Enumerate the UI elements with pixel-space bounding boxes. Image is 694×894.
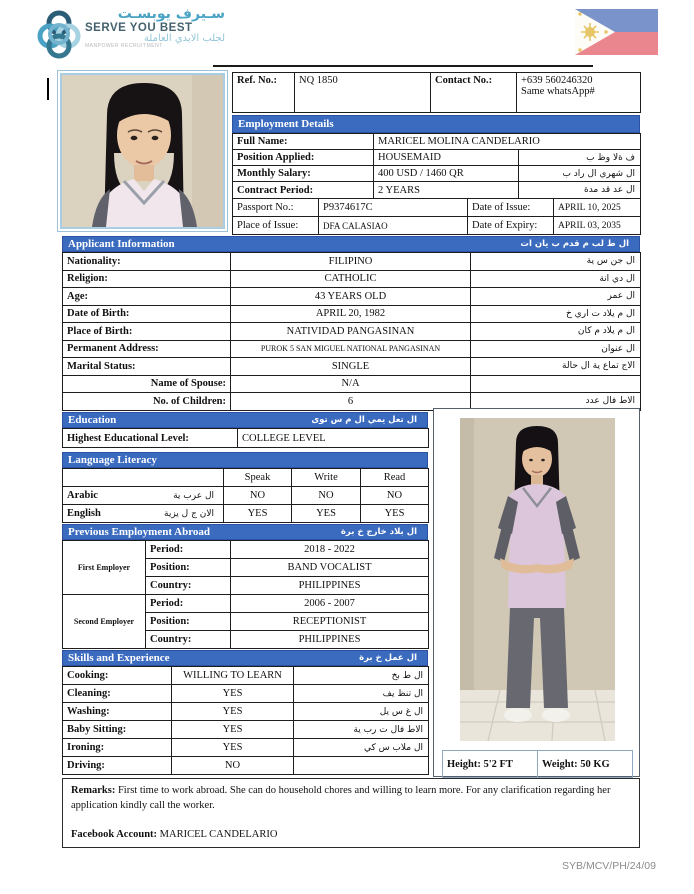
contact-no-value bbox=[517, 73, 641, 113]
facebook-value: MARICEL CANDELARIO bbox=[159, 829, 278, 841]
children-arabic: الاط فال عدد bbox=[471, 393, 641, 411]
education-table bbox=[62, 428, 429, 448]
place-issue-value: DFA CALASIAO bbox=[319, 217, 468, 235]
section-title-arabic: ال عمل خ برة bbox=[359, 653, 417, 663]
arabic-read: NO bbox=[361, 487, 429, 505]
address-label: Permanent Address: bbox=[63, 340, 231, 358]
salary-label: Monthly Salary: bbox=[233, 166, 374, 182]
text-cursor-mark bbox=[47, 78, 49, 100]
cooking-value: WILLING TO LEARN bbox=[172, 667, 294, 685]
second-position-label: Position: bbox=[146, 613, 231, 631]
dob-label: Date of Birth: bbox=[63, 305, 231, 323]
previous-employment-table bbox=[62, 540, 429, 649]
address-value: PUROK 5 SAN MIGUEL NATIONAL PANGASINAN bbox=[231, 340, 471, 358]
passport-no-label: Passport No.: bbox=[233, 199, 319, 217]
first-position-value: BAND VOCALIST bbox=[231, 559, 429, 577]
children-value: 6 bbox=[231, 393, 471, 411]
religion-label: Religion: bbox=[63, 270, 231, 288]
babysitting-value: YES bbox=[172, 721, 294, 739]
brand-arabic-subtitle: لجلب الايدي العاملة bbox=[143, 32, 225, 44]
ref-contact-table bbox=[232, 72, 641, 113]
ironing-label: Ironing: bbox=[63, 739, 172, 757]
language-name-arabic: ال عرب ية bbox=[173, 490, 214, 501]
date-expiry-label: Date of Expiry: bbox=[468, 217, 554, 235]
height-weight-table bbox=[442, 750, 633, 778]
babysitting-label: Baby Sitting: bbox=[63, 721, 172, 739]
section-title: Applicant Information bbox=[68, 238, 175, 250]
pob-arabic: ال م يلاد م كان bbox=[471, 323, 641, 341]
facebook-label: Facebook Account: bbox=[71, 829, 158, 841]
read-column-header: Read bbox=[361, 469, 429, 487]
section-header-employment-details bbox=[232, 115, 640, 133]
header-divider bbox=[213, 65, 593, 67]
remarks-body: First time to work abroad. She can do household chores and willing to learn more. For any clarification regarding her application kindly call the worker. bbox=[71, 785, 611, 812]
nationality-arabic: ال جن س ية bbox=[471, 253, 641, 271]
pob-value: NATIVIDAD PANGASINAN bbox=[231, 323, 471, 341]
agency-logo-icon bbox=[36, 8, 82, 60]
salary-value: 400 USD / 1460 QR bbox=[374, 166, 519, 182]
contact-no-label: Contact No.: bbox=[431, 73, 517, 113]
cleaning-label: Cleaning: bbox=[63, 685, 172, 703]
full-body-photo-image bbox=[460, 418, 615, 741]
facebook-line bbox=[71, 827, 631, 842]
agency-brand bbox=[85, 7, 225, 50]
nationality-label: Nationality: bbox=[63, 253, 231, 271]
second-period-value: 2006 - 2007 bbox=[231, 595, 429, 613]
language-literacy-table bbox=[62, 468, 429, 523]
children-label: No. of Children: bbox=[63, 393, 231, 411]
brand-title: SERVE YOU BEST bbox=[85, 21, 193, 34]
place-issue-label: Place of Issue: bbox=[233, 217, 319, 235]
dob-arabic: ال م يلاد ت اري خ bbox=[471, 305, 641, 323]
driving-label: Driving: bbox=[63, 757, 172, 775]
marital-label: Marital Status: bbox=[63, 358, 231, 376]
first-period-value: 2018 - 2022 bbox=[231, 541, 429, 559]
spouse-arabic bbox=[471, 375, 641, 393]
section-title-arabic: ال تعل يمي ال م س توى bbox=[311, 415, 417, 425]
section-header-language-literacy bbox=[62, 452, 428, 468]
contract-label: Contract Period: bbox=[233, 182, 374, 199]
full-body-photo-box bbox=[433, 408, 640, 777]
brand-subtitle: MANPOWER RECRUITMENT bbox=[85, 43, 163, 50]
age-label: Age: bbox=[63, 288, 231, 306]
weight-value: Weight: 50 KG bbox=[538, 751, 633, 778]
marital-arabic: الاج تماع ية ال حالة bbox=[471, 358, 641, 376]
brand-arabic-title: سـيرف يوبسـت bbox=[117, 6, 225, 22]
cleaning-arabic: ال تنظ يف bbox=[294, 685, 429, 703]
second-employer-label: Second Employer bbox=[63, 595, 146, 649]
religion-arabic: ال دي انة bbox=[471, 270, 641, 288]
portrait-photo-image bbox=[62, 75, 225, 227]
address-arabic: ال عنوان bbox=[471, 340, 641, 358]
ironing-arabic: ال ملاب س كي bbox=[294, 739, 429, 757]
second-period-label: Period: bbox=[146, 595, 231, 613]
passport-no-value: P9374617C bbox=[319, 199, 468, 217]
driving-arabic bbox=[294, 757, 429, 775]
english-write: YES bbox=[292, 505, 361, 523]
cooking-label: Cooking: bbox=[63, 667, 172, 685]
english-language-label bbox=[63, 505, 224, 523]
contract-value: 2 YEARS bbox=[374, 182, 519, 199]
arabic-language-label bbox=[63, 487, 224, 505]
section-title: Employment Details bbox=[238, 118, 334, 130]
full-name-value: MARICEL MOLINA CANDELARIO bbox=[374, 134, 641, 150]
washing-label: Washing: bbox=[63, 703, 172, 721]
marital-value: SINGLE bbox=[231, 358, 471, 376]
spouse-label: Name of Spouse: bbox=[63, 375, 231, 393]
ref-no-label: Ref. No.: bbox=[233, 73, 295, 113]
dob-value: APRIL 20, 1982 bbox=[231, 305, 471, 323]
write-column-header: Write bbox=[292, 469, 361, 487]
height-value: Height: 5'2 FT bbox=[443, 751, 538, 778]
date-issue-label: Date of Issue: bbox=[468, 199, 554, 217]
second-country-label: Country: bbox=[146, 631, 231, 649]
education-level-label: Highest Educational Level: bbox=[63, 429, 238, 448]
remarks-text bbox=[71, 783, 631, 813]
section-title: Previous Employment Abroad bbox=[68, 526, 210, 538]
remarks-label: Remarks: bbox=[71, 785, 116, 796]
salary-arabic: ال شهري ال راد ب bbox=[519, 166, 641, 182]
language-name: English bbox=[67, 508, 101, 519]
document-reference-code: SYB/MCV/PH/24/09 bbox=[562, 860, 656, 872]
spouse-value: N/A bbox=[231, 375, 471, 393]
first-position-label: Position: bbox=[146, 559, 231, 577]
full-name-label: Full Name: bbox=[233, 134, 374, 150]
babysitting-arabic: الاط فال ت رب ية bbox=[294, 721, 429, 739]
cooking-arabic: ال ط بخ bbox=[294, 667, 429, 685]
cleaning-value: YES bbox=[172, 685, 294, 703]
section-header-skills bbox=[62, 650, 428, 666]
section-title: Language Literacy bbox=[68, 454, 157, 466]
contract-arabic: ال عد قد مدة bbox=[519, 182, 641, 199]
section-title: Skills and Experience bbox=[68, 652, 170, 664]
contact-number: +639 560246320 bbox=[521, 75, 593, 86]
section-title-arabic: ال ط لب م قدم ب يان ات bbox=[520, 239, 629, 249]
section-header-applicant-information bbox=[62, 236, 640, 252]
education-level-value: COLLEGE LEVEL bbox=[238, 429, 429, 448]
first-country-value: PHILIPPINES bbox=[231, 577, 429, 595]
age-value: 43 YEARS OLD bbox=[231, 288, 471, 306]
section-header-education bbox=[62, 412, 428, 428]
washing-arabic: ال غ س يل bbox=[294, 703, 429, 721]
section-header-previous-employment bbox=[62, 524, 428, 540]
first-country-label: Country: bbox=[146, 577, 231, 595]
arabic-speak: NO bbox=[224, 487, 292, 505]
second-country-value: PHILIPPINES bbox=[231, 631, 429, 649]
passport-table bbox=[232, 198, 641, 235]
position-label: Position Applied: bbox=[233, 150, 374, 166]
driving-value: NO bbox=[172, 757, 294, 775]
language-empty-header bbox=[63, 469, 224, 487]
employment-details-table bbox=[232, 133, 641, 199]
english-speak: YES bbox=[224, 505, 292, 523]
arabic-write: NO bbox=[292, 487, 361, 505]
language-name-arabic: الان ج ل يزية bbox=[164, 508, 214, 519]
section-title-arabic: ال بلاد خارج خ برة bbox=[340, 527, 417, 537]
language-name: Arabic bbox=[67, 490, 98, 501]
remarks-box bbox=[62, 778, 640, 848]
ref-no-value: NQ 1850 bbox=[295, 73, 431, 113]
speak-column-header: Speak bbox=[224, 469, 292, 487]
philippines-flag-icon bbox=[575, 9, 658, 55]
washing-value: YES bbox=[172, 703, 294, 721]
nationality-value: FILIPINO bbox=[231, 253, 471, 271]
date-issue-value: APRIL 10, 2025 bbox=[554, 199, 641, 217]
english-read: YES bbox=[361, 505, 429, 523]
section-title: Education bbox=[68, 414, 117, 426]
pob-label: Place of Birth: bbox=[63, 323, 231, 341]
position-arabic: ف ةلا وظ ب bbox=[519, 150, 641, 166]
ironing-value: YES bbox=[172, 739, 294, 757]
first-period-label: Period: bbox=[146, 541, 231, 559]
second-position-value: RECEPTIONIST bbox=[231, 613, 429, 631]
skills-table bbox=[62, 666, 429, 775]
age-arabic: ال عمر bbox=[471, 288, 641, 306]
first-employer-label: First Employer bbox=[63, 541, 146, 595]
contact-whatsapp-note: Same whatsApp# bbox=[521, 86, 595, 97]
position-value: HOUSEMAID bbox=[374, 150, 519, 166]
applicant-information-table bbox=[62, 252, 641, 411]
date-expiry-value: APRIL 03, 2035 bbox=[554, 217, 641, 235]
applicant-portrait-photo bbox=[57, 70, 228, 232]
religion-value: CATHOLIC bbox=[231, 270, 471, 288]
